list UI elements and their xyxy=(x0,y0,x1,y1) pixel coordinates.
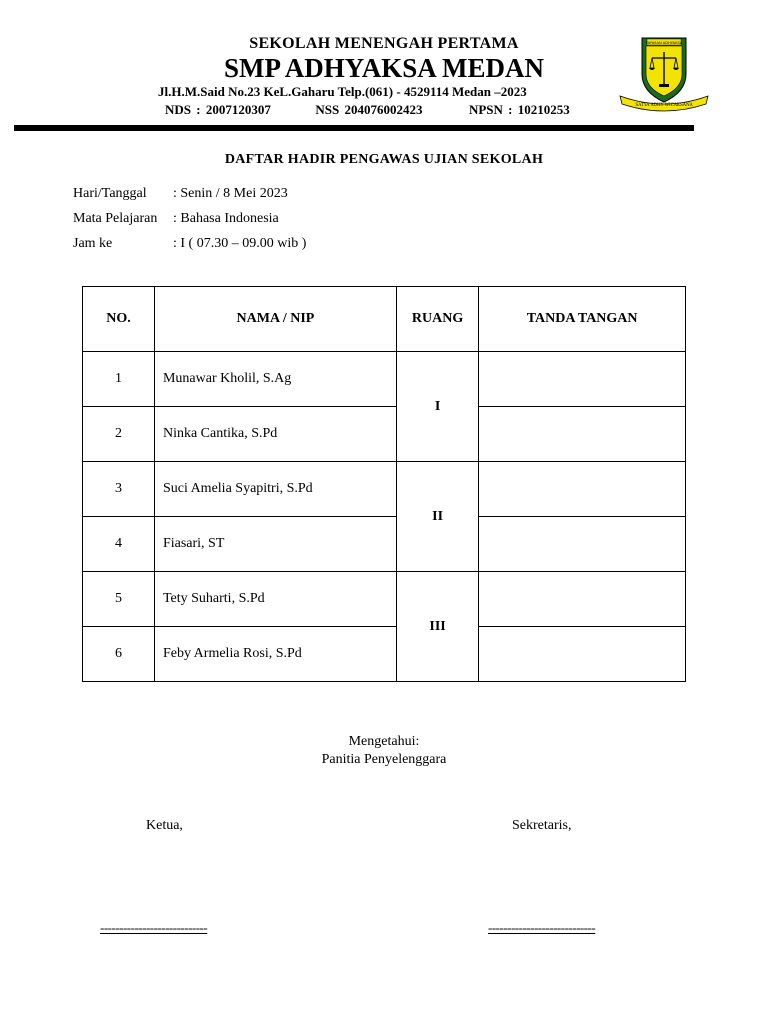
row-number: 3 xyxy=(83,462,155,517)
room-cell: I xyxy=(396,352,478,462)
logo-top-text: YAYASAN ADHYAKSA xyxy=(645,40,683,45)
table-header-row xyxy=(83,287,686,352)
signature-cell[interactable] xyxy=(479,627,686,682)
npsn-number: NPSN : 10210253 xyxy=(468,102,570,117)
meta-row-date xyxy=(73,186,288,202)
meta-value: : I ( 07.30 – 09.00 wib ) xyxy=(173,236,307,251)
meta-value: : Bahasa Indonesia xyxy=(173,211,279,226)
meta-label: Jam ke xyxy=(73,236,113,251)
letterhead-divider xyxy=(14,125,694,131)
row-name: Feby Armelia Rosi, S.Pd xyxy=(154,627,396,682)
row-number: 1 xyxy=(83,352,155,407)
header-signature: TANDA TANGAN xyxy=(479,287,686,352)
header-room: RUANG xyxy=(396,287,478,352)
acknowledged-label: Mengetahui: xyxy=(348,734,420,749)
signature-cell[interactable] xyxy=(479,572,686,627)
signature-cell[interactable] xyxy=(479,407,686,462)
signature-cell[interactable] xyxy=(479,517,686,572)
document-title: DAFTAR HADIR PENGAWAS UJIAN SEKOLAH xyxy=(224,152,544,167)
committee-label: Panitia Penyelenggara xyxy=(321,752,447,767)
logo-ribbon-text: SATYA ADHY WICAKSANA xyxy=(635,102,693,107)
table-row xyxy=(83,352,686,407)
chair-signature-line: ---------------------------- xyxy=(100,920,208,935)
school-level-heading: SEKOLAH MENENGAH PERTAMA xyxy=(249,35,519,52)
school-identifiers xyxy=(165,102,597,118)
signature-cell[interactable] xyxy=(479,352,686,407)
school-name-heading: SMP ADHYAKSA MEDAN xyxy=(223,53,545,83)
header-name: NAMA / NIP xyxy=(154,287,396,352)
row-number: 6 xyxy=(83,627,155,682)
attendance-table xyxy=(82,286,686,682)
table-row xyxy=(83,517,686,572)
meta-row-subject xyxy=(73,211,279,227)
secretary-label: Sekretaris, xyxy=(512,818,572,833)
table-row xyxy=(83,572,686,627)
school-address: Jl.H.M.Said No.23 KeL.Gaharu Telp.(061) - 4529114 Medan –2023 xyxy=(158,84,527,99)
row-number: 5 xyxy=(83,572,155,627)
meta-label: Mata Pelajaran xyxy=(73,211,158,226)
signature-cell[interactable] xyxy=(479,462,686,517)
row-name: Ninka Cantika, S.Pd xyxy=(154,407,396,462)
table-row xyxy=(83,407,686,462)
room-cell: III xyxy=(396,572,478,682)
room-cell: II xyxy=(396,462,478,572)
row-name: Tety Suharti, S.Pd xyxy=(154,572,396,627)
school-logo-icon xyxy=(614,34,714,114)
row-name: Fiasari, ST xyxy=(154,517,396,572)
meta-row-period xyxy=(73,236,306,252)
chair-label: Ketua, xyxy=(146,818,183,833)
secretary-signature-line: ---------------------------- xyxy=(488,920,596,935)
row-number: 4 xyxy=(83,517,155,572)
nds-number: NDS : 2007120307 xyxy=(165,102,271,117)
meta-value: : Senin / 8 Mei 2023 xyxy=(173,186,288,201)
table-row xyxy=(83,627,686,682)
row-number: 2 xyxy=(83,407,155,462)
table-row xyxy=(83,462,686,517)
header-no: NO. xyxy=(83,287,155,352)
meta-label: Hari/Tanggal xyxy=(73,186,147,201)
nss-number: NSS 204076002423 xyxy=(315,102,423,117)
row-name: Suci Amelia Syapitri, S.Pd xyxy=(154,462,396,517)
row-name: Munawar Kholil, S.Ag xyxy=(154,352,396,407)
